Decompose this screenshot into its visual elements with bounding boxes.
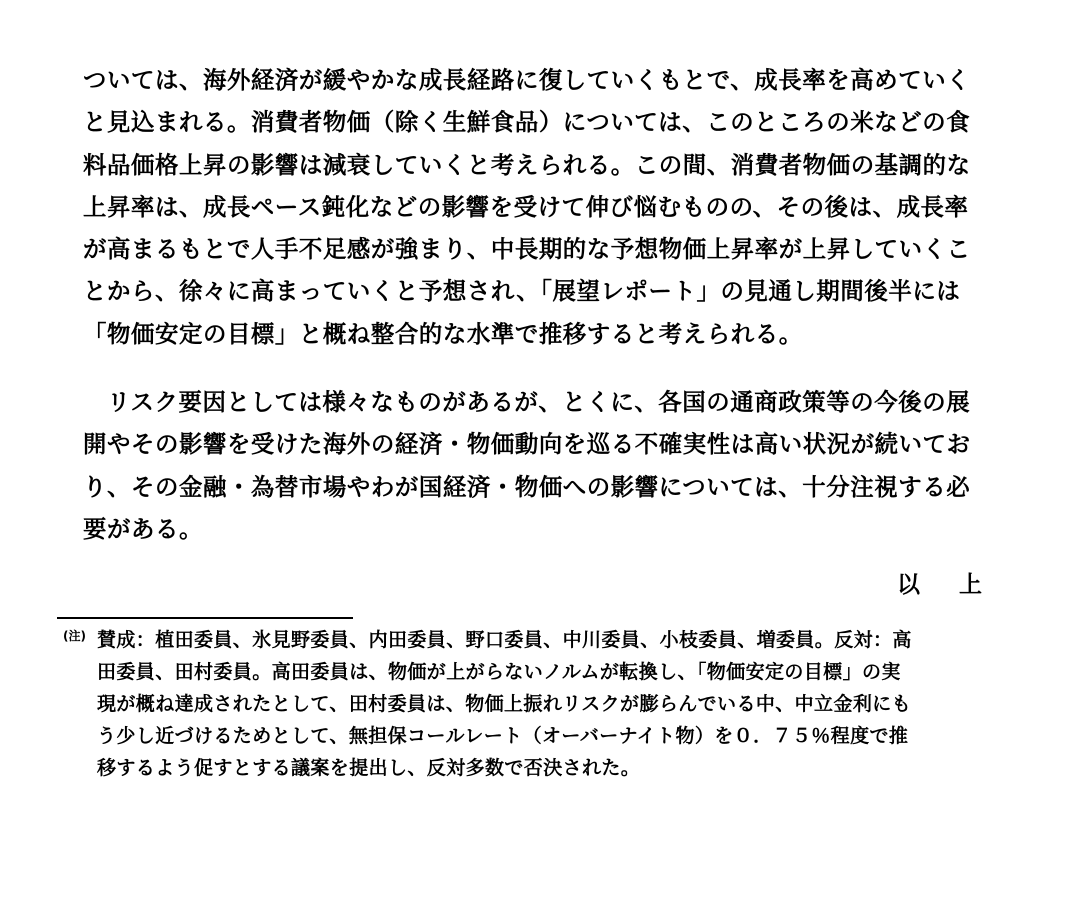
- footnote-marker: (注): [63, 629, 86, 643]
- text-line: り、その金融・為替市場やわが国経済・物価への影響については、十分注視する必: [83, 472, 971, 501]
- footnote-line: 田委員、田村委員。高田委員は、物価が上がらないノルムが転換し、「物価安定の目標」の実: [97, 661, 901, 684]
- text-line: 上昇率は、成長ペース鈍化などの影響を受けて伸び悩むものの、その後は、成長率: [83, 192, 969, 221]
- text-line: 要がある。: [83, 514, 203, 543]
- text-line: 「物価安定の目標」と概ね整合的な水準で推移すると考えられる。: [83, 319, 803, 348]
- footnote-line: 移するよう促すとする議案を提出し、反対多数で否決された。: [97, 757, 641, 780]
- body-paragraph-risks: [83, 381, 971, 550]
- body-paragraph-outlook: [83, 59, 971, 355]
- footnote-line: う少し近づけるためとして、無担保コールレート（オーバーナイト物）を０．７５％程度で推: [97, 725, 909, 748]
- footnote-line: 現が概ね達成されたとして、田村委員は、物価上振れリスクが膨らんでいる中、中立金利にも: [97, 693, 912, 716]
- text-line: とから、徐々に高まっていくと予想され、「展望レポート」の見通し期間後半には: [83, 277, 961, 306]
- text-line: ついては、海外経済が緩やかな成長経路に復していくもとで、成長率を高めていく: [83, 66, 971, 94]
- text-line: 開やその影響を受けた海外の経済・物価動向を巡る不確実性は高い状況が続いてお: [83, 430, 971, 459]
- text-line: が高まるもとで人手不足感が強まり、中長期的な予想物価上昇率が上昇していくこ: [83, 235, 971, 264]
- text-line: と見込まれる。消費者物価（除く生鮮食品）については、このところの米などの食: [83, 108, 971, 137]
- footnote-divider: [57, 617, 353, 619]
- text-line: リスク要因としては様々なものがあるが、とくに、各国の通商政策等の今後の展: [83, 388, 971, 416]
- text-line: 料品価格上昇の影響は減衰していくと考えられる。この間、消費者物価の基調的な: [83, 150, 971, 179]
- footnote-line: 賛成：植田委員、氷見野委員、内田委員、野口委員、中川委員、小枝委員、増委員。反対：高: [97, 629, 912, 651]
- footnote-text: [97, 624, 912, 784]
- closing-mark: 以 上: [897, 572, 990, 598]
